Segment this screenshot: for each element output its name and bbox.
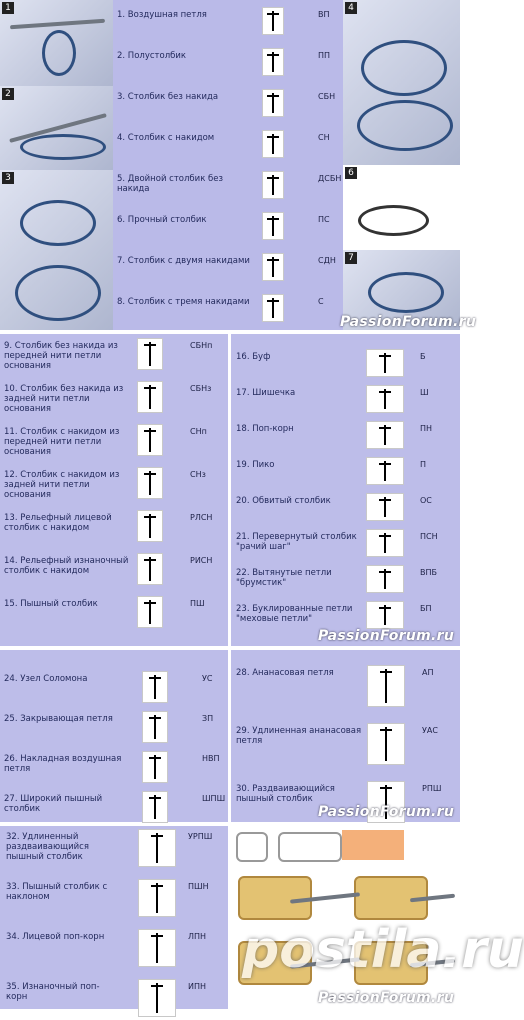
stitch-label: 33. Пышный столбик с наклоном xyxy=(6,882,108,902)
photo-step-1 xyxy=(0,0,113,86)
stitch-symbol-icon xyxy=(142,751,168,783)
stitch-abbreviation: БП xyxy=(420,604,432,613)
stitch-sample-image xyxy=(278,832,342,862)
photo-badge: 7 xyxy=(345,252,357,264)
stitch-symbol-icon xyxy=(142,791,168,823)
stitch-symbol-icon xyxy=(262,48,284,76)
stitch-abbreviation: УС xyxy=(202,674,213,683)
stitch-label: 10. Столбик без накида из задней нити петли основания xyxy=(4,384,124,414)
stitch-label: 28. Ананасовая петля xyxy=(236,668,334,678)
stitch-label: 30. Раздваивающийся пышный столбик xyxy=(236,784,335,804)
stitch-sample-image xyxy=(236,832,268,862)
stitch-symbol-icon xyxy=(138,929,176,967)
stitch-label: 22. Вытянутые петли "брумстик" xyxy=(236,568,332,588)
stitch-abbreviation: ОС xyxy=(420,496,432,505)
stitch-abbreviation: ШПШ xyxy=(202,794,226,803)
photo-step-6 xyxy=(343,165,460,250)
stitch-abbreviation: ПШН xyxy=(188,882,209,891)
stitch-symbol-icon xyxy=(366,457,404,485)
stitch-label: 12. Столбик с накидом из задней нити петли основания xyxy=(4,470,120,500)
stitch-label: 17. Шишечка xyxy=(236,388,296,398)
stitch-symbol-icon xyxy=(262,212,284,240)
stitch-symbol-icon xyxy=(137,510,163,542)
stitch-symbol-icon xyxy=(262,89,284,117)
stitch-label: 23. Буклированные петли "меховые петли" xyxy=(236,604,353,624)
stitch-abbreviation: РИСН xyxy=(190,556,213,565)
stitch-abbreviation: РПШ xyxy=(422,784,442,793)
stitch-symbol-icon xyxy=(367,665,405,707)
yarn-loop-image xyxy=(15,265,101,321)
stitch-abbreviation: ПН xyxy=(420,424,433,433)
stitch-symbol-icon xyxy=(138,879,176,917)
stitch-label: 15. Пышный столбик xyxy=(4,599,98,609)
stitch-label: 24. Узел Соломона xyxy=(4,674,88,684)
stitch-label: 20. Обвитый столбик xyxy=(236,496,331,506)
stitch-abbreviation: СДН xyxy=(318,256,336,265)
stitch-symbol-icon xyxy=(366,421,404,449)
stitch-abbreviation: Б xyxy=(420,352,426,361)
stitch-label: 2. Полустолбик xyxy=(117,51,187,61)
stitch-abbreviation: ПШ xyxy=(190,599,205,608)
stitch-abbreviation: ПСН xyxy=(420,532,438,541)
watermark: PassionForum.ru xyxy=(318,804,455,820)
stitch-label: 26. Накладная воздушная петля xyxy=(4,754,122,774)
stitch-abbreviation: ЛПН xyxy=(188,932,207,941)
stitch-symbol-icon xyxy=(142,711,168,743)
stitch-symbol-icon xyxy=(138,979,176,1017)
photo-step-2 xyxy=(0,86,113,170)
stitch-symbol-icon xyxy=(137,338,163,370)
big-watermark: postila.ru xyxy=(242,920,524,980)
stitch-abbreviation: ВПБ xyxy=(420,568,437,577)
yarn-sample-image xyxy=(342,830,404,860)
photo-badge: 3 xyxy=(2,172,14,184)
stitch-symbol-icon xyxy=(137,596,163,628)
symbols-panel-1 xyxy=(113,0,343,330)
stitch-abbreviation: ПС xyxy=(318,215,330,224)
stitch-abbreviation: СНп xyxy=(190,427,207,436)
photo-badge: 2 xyxy=(2,88,14,100)
panel-divider xyxy=(228,334,231,646)
stitch-label: 21. Перевернутый столбик "рачий шаг" xyxy=(236,532,357,552)
stitch-label: 19. Пико xyxy=(236,460,275,470)
yarn-loop-image xyxy=(368,272,444,313)
stitch-abbreviation: СБНз xyxy=(190,384,212,393)
stitch-label: 8. Столбик с тремя накидами xyxy=(117,297,250,307)
stitch-abbreviation: СБНп xyxy=(190,341,213,350)
stitch-symbol-icon xyxy=(366,385,404,413)
stitch-abbreviation: УАС xyxy=(422,726,438,735)
stitch-symbol-icon xyxy=(262,253,284,281)
yarn-loop-image xyxy=(42,30,76,76)
stitch-label: 25. Закрывающая петля xyxy=(4,714,113,724)
stitch-label: 6. Прочный столбик xyxy=(117,215,207,225)
stitch-symbol-icon xyxy=(366,349,404,377)
stitch-label: 32. Удлиненный раздваивающийся пышный столбик xyxy=(6,832,89,862)
stitch-abbreviation: АП xyxy=(422,668,434,677)
yarn-loop-image xyxy=(357,100,453,151)
stitch-abbreviation: СНз xyxy=(190,470,206,479)
stitch-symbol-icon xyxy=(138,829,176,867)
stitch-symbol-icon xyxy=(137,553,163,585)
stitch-abbreviation: ИПН xyxy=(188,982,207,991)
stitch-label: 18. Поп-корн xyxy=(236,424,294,434)
stitch-label: 5. Двойной столбик без накида xyxy=(117,174,224,194)
stitch-symbol-icon xyxy=(262,7,284,35)
stitch-abbreviation: ПП xyxy=(318,51,331,60)
stitch-photo-grid xyxy=(230,826,460,1009)
stitch-abbreviation: НВП xyxy=(202,754,220,763)
stitch-symbol-icon xyxy=(262,171,284,199)
watermark: PassionForum.ru xyxy=(318,628,455,644)
stitch-abbreviation: ВП xyxy=(318,10,330,19)
stitch-symbol-icon xyxy=(366,529,404,557)
stitch-abbreviation: ДСБН xyxy=(318,174,342,183)
stitch-label: 1. Воздушная петля xyxy=(117,10,207,20)
photo-step-3 xyxy=(0,170,113,330)
stitch-label: 4. Столбик с накидом xyxy=(117,133,215,143)
stitch-abbreviation: УРПШ xyxy=(188,832,213,841)
stitch-label: 11. Столбик с накидом из передней нити петли основания xyxy=(4,427,120,457)
yarn-loop-image xyxy=(361,40,447,96)
stitch-symbol-icon xyxy=(137,424,163,456)
hook-image xyxy=(10,19,105,30)
stitch-symbol-icon xyxy=(366,601,404,629)
stitch-symbol-icon xyxy=(142,671,168,703)
stitch-label: 35. Изнаночный поп-корн xyxy=(6,982,100,1002)
stitch-symbol-icon xyxy=(366,493,404,521)
panel-divider xyxy=(228,650,231,822)
stitch-symbol-icon xyxy=(366,565,404,593)
stitch-symbol-icon xyxy=(137,467,163,499)
stitch-label: 16. Буф xyxy=(236,352,271,362)
watermark: PassionForum.ru xyxy=(318,990,455,1006)
photo-badge: 4 xyxy=(345,2,357,14)
stitch-label: 3. Столбик без накида xyxy=(117,92,219,102)
stitch-abbreviation: П xyxy=(420,460,427,469)
stitch-label: 14. Рельефный изнаночный столбик с накидом xyxy=(4,556,129,576)
stitch-label: 27. Широкий пышный столбик xyxy=(4,794,103,814)
yarn-loop-image xyxy=(20,134,106,160)
stitch-label: 9. Столбик без накида из передней нити петли основания xyxy=(4,341,118,371)
stitch-symbol-icon xyxy=(137,381,163,413)
stitch-label: 29. Удлиненная ананасовая петля xyxy=(236,726,362,746)
stitch-label: 34. Лицевой поп-корн xyxy=(6,932,105,942)
watermark: PassionForum.ru xyxy=(340,314,477,330)
yarn-loop-image xyxy=(358,205,429,236)
photo-step-4 xyxy=(343,0,460,165)
photo-badge: 1 xyxy=(2,2,14,14)
stitch-abbreviation: СН xyxy=(318,133,330,142)
stitch-abbreviation: РЛСН xyxy=(190,513,213,522)
yarn-loop-image xyxy=(20,200,96,246)
stitch-abbreviation: СБН xyxy=(318,92,336,101)
stitch-label: 7. Столбик с двумя накидами xyxy=(117,256,250,266)
stitch-symbol-icon xyxy=(262,294,284,322)
stitch-abbreviation: ЗП xyxy=(202,714,214,723)
stitch-abbreviation: Ш xyxy=(420,388,429,397)
photo-badge: 6 xyxy=(345,167,357,179)
stitch-label: 13. Рельефный лицевой столбик с накидом xyxy=(4,513,112,533)
stitch-symbol-icon xyxy=(367,723,405,765)
stitch-abbreviation: С xyxy=(318,297,324,306)
stitch-symbol-icon xyxy=(262,130,284,158)
